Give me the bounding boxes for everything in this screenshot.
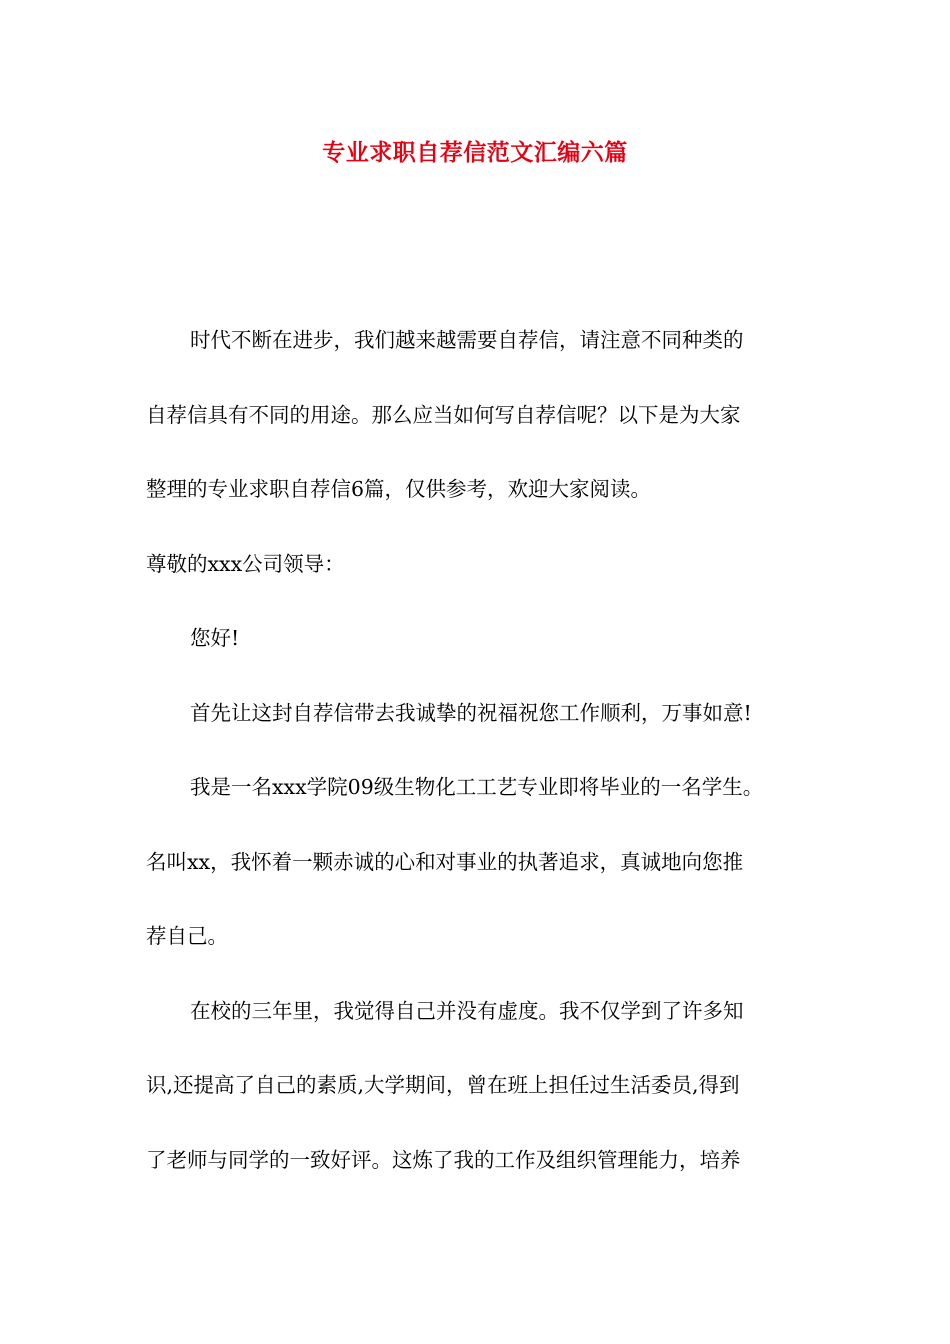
paragraph-line: 自荐信具有不同的用途。那么应当如何写自荐信呢？以下是为大家 [146,402,741,427]
paragraph-line: 在校的三年里，我觉得自己并没有虚度。我不仅学到了许多知 [190,998,744,1023]
paragraph-line: 首先让这封自荐信带去我诚挚的祝福祝您工作顺利，万事如意! [190,700,752,725]
greeting-line: 您好! [190,626,240,650]
paragraph-line: 我是一名xxx学院09级生物化工工艺专业即将毕业的一名学生。 [190,775,764,799]
paragraph-line: 识,还提高了自己的素质,大学期间，曾在班上担任过生活委员,得到 [146,1073,740,1097]
paragraph-line: 了老师与同学的一致好评。这炼了我的工作及组织管理能力，培养 [146,1147,741,1172]
paragraph-line: 时代不断在进步，我们越来越需要自荐信，请注意不同种类的 [190,328,744,352]
paragraph-line: 整理的专业求职自荐信6篇，仅供参考，欢迎大家阅读。 [146,477,652,501]
paragraph-line: 荐自己。 [146,924,228,948]
paragraph-line: 名叫xx，我怀着一颗赤诚的心和对事业的执著追求，真诚地向您推 [146,849,744,874]
document-title: 专业求职自荐信范文汇编六篇 [322,140,628,166]
document-body [146,318,816,1212]
salutation-line: 尊敬的xxx公司领导： [146,551,345,576]
